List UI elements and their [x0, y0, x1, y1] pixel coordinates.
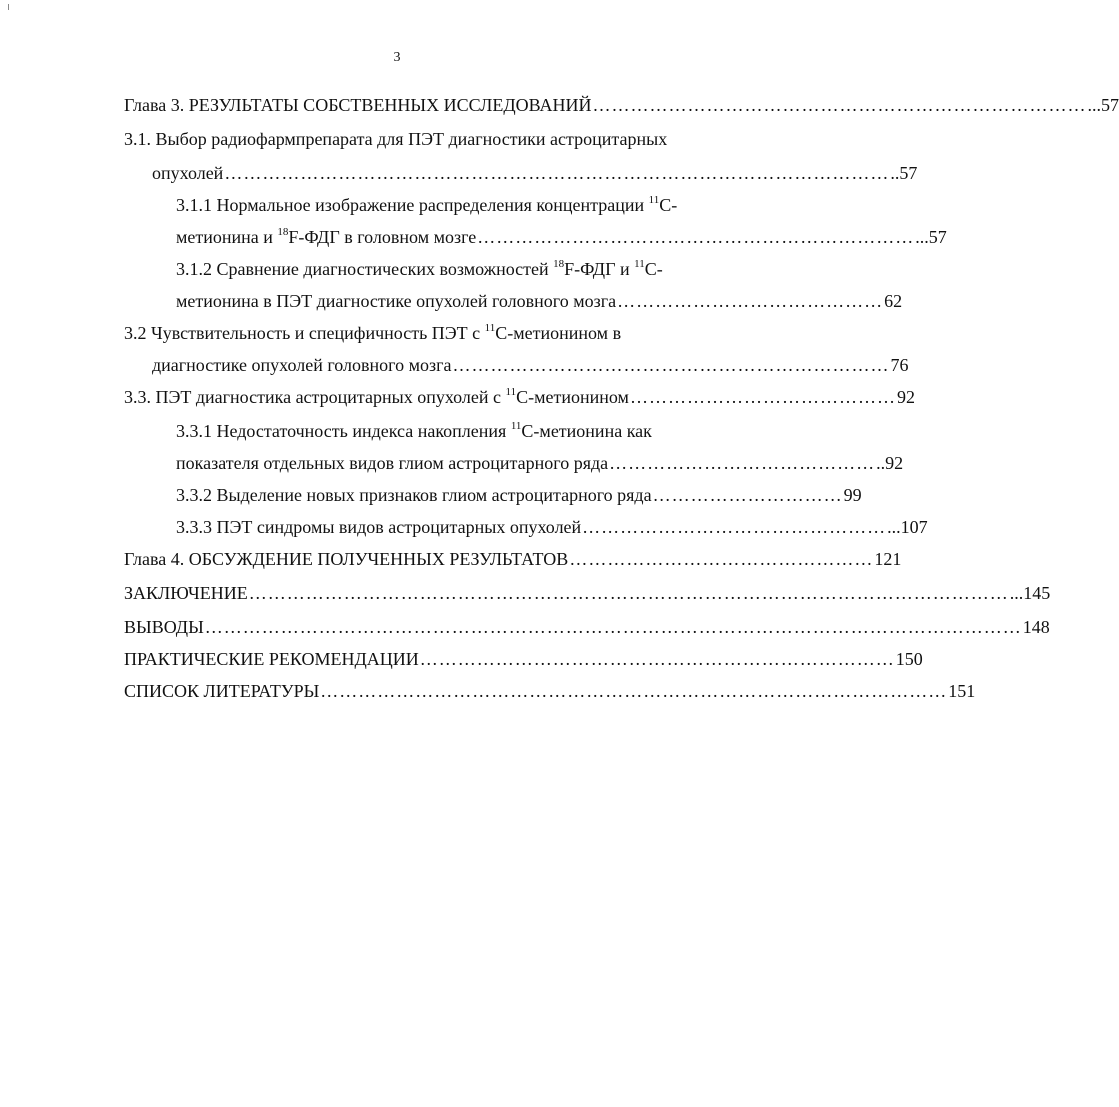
superscript: 11: [648, 194, 660, 206]
superscript: 11: [484, 322, 496, 334]
leader-dots: …………………………………………………………………: [419, 649, 895, 669]
superscript: 18: [553, 258, 565, 270]
toc-entry-title: ВЫВОДЫ: [124, 617, 204, 637]
leader-dots: …………………………: [652, 485, 843, 505]
toc-entry-chapter-3[interactable]: [124, 90, 1119, 120]
toc-entry-text: метионина и: [176, 227, 278, 247]
toc-entry-text: 3.3. ПЭТ диагностика астроцитарных опухолей с: [124, 387, 506, 407]
toc-entry-text: С-метионина как: [521, 421, 652, 441]
toc-entry-page: 150: [895, 649, 923, 669]
toc-entry-3-2-line2[interactable]: [152, 350, 909, 380]
leader-dots: …………………………………………………………………………………………………………: [248, 583, 1009, 603]
toc-entry-text: 3.2 Чувствительность и специфичность ПЭТ с: [124, 323, 485, 343]
toc-entry-findings[interactable]: [124, 612, 1050, 642]
toc-entry-3-3-2[interactable]: [176, 480, 862, 510]
toc-entry-page: ..92: [876, 453, 904, 473]
toc-entry-text: F-ФДГ в головном мозге: [288, 227, 477, 247]
toc-entry-text: 3.1.1 Нормальное изображение распределения концентрации: [176, 195, 649, 215]
toc-entry-3-1-2-line2[interactable]: [176, 286, 903, 316]
leader-dots: ……………………………………: [617, 291, 884, 311]
leader-dots: ……………………………………………………………: [477, 227, 915, 247]
toc-entry-page: ..57: [890, 163, 918, 183]
toc-entry-page: 151: [948, 681, 976, 701]
toc-entry-3-1-2-line1[interactable]: [176, 254, 663, 284]
leader-dots: …………………………………………………………………………………………………………………: [204, 617, 1022, 637]
toc-entry-3-3-3[interactable]: [176, 512, 928, 542]
toc-entry-3-3-1-line2[interactable]: [176, 448, 904, 478]
toc-entry-chapter-4[interactable]: [124, 544, 902, 574]
toc-entry-page: 148: [1022, 617, 1050, 637]
toc-entry-title: ЗАКЛЮЧЕНИЕ: [124, 583, 248, 603]
toc-entry-title: показателя отдельных видов глиом астроцитарного ряда: [176, 453, 609, 473]
toc-entry-3-1-1-line1[interactable]: [176, 190, 677, 220]
toc-entry-text: 3.3.1 Недостаточность индекса накопления: [176, 421, 511, 441]
superscript: 11: [505, 386, 517, 398]
leader-dots: ……………………………………: [629, 387, 896, 407]
scan-mark: [8, 4, 9, 10]
superscript: 11: [510, 420, 522, 432]
toc-entry-page: 92: [896, 387, 915, 407]
superscript: 18: [277, 226, 289, 238]
leader-dots: ……………………………………………………………………: [592, 95, 1087, 115]
toc-entry-3-3[interactable]: [124, 382, 915, 412]
toc-entry-title: ПРАКТИЧЕСКИЕ РЕКОМЕНДАЦИИ: [124, 649, 419, 669]
toc-entry-references[interactable]: [124, 676, 976, 706]
toc-entry-title: 3.1. Выбор радиофармпрепарата для ПЭТ диагностики астроцитарных: [124, 129, 668, 149]
toc-entry-page: ...57: [915, 227, 947, 247]
toc-entry-page: ...107: [887, 517, 928, 537]
toc-entry-text: С-: [659, 195, 678, 215]
toc-entry-text: С-метионином: [516, 387, 629, 407]
toc-entry-title: Глава 4. ОБСУЖДЕНИЕ ПОЛУЧЕННЫХ РЕЗУЛЬТАТОВ: [124, 549, 569, 569]
toc-entry-page: 121: [874, 549, 902, 569]
toc-entry-3-1-line1[interactable]: [124, 124, 667, 154]
toc-entry-page: 62: [884, 291, 903, 311]
toc-entry-text: F-ФДГ и: [564, 259, 635, 279]
toc-entry-3-3-1-line1[interactable]: [176, 416, 652, 446]
toc-entry-page: 99: [843, 485, 862, 505]
page-number: 3: [393, 50, 401, 65]
superscript: 11: [634, 258, 645, 270]
toc-entry-conclusion[interactable]: [124, 578, 1051, 608]
toc-entry-text: 3.1.2 Сравнение диагностических возможностей: [176, 259, 554, 279]
toc-entry-title: опухолей: [152, 163, 224, 183]
toc-entry-text: С-метионином в: [495, 323, 622, 343]
leader-dots: …………………………………………: [582, 517, 887, 537]
leader-dots: ………………………………………………………………………………………: [320, 681, 948, 701]
toc-entry-text: С-: [644, 259, 663, 279]
leader-dots: ……………………………………………………………: [452, 355, 890, 375]
leader-dots: ……………………………………………………………………………………………: [224, 163, 890, 183]
toc-entry-title: метионина в ПЭТ диагностике опухолей головного мозга: [176, 291, 617, 311]
toc-entry-page: ...145: [1009, 583, 1051, 603]
toc-entry-title: диагностике опухолей головного мозга: [152, 355, 452, 375]
toc-entry-page: 76: [890, 355, 909, 375]
toc-entry-3-1-1-line2[interactable]: [176, 222, 947, 252]
toc-entry-recommendations[interactable]: [124, 644, 923, 674]
toc-entry-title: 3.3.3 ПЭТ синдромы видов астроцитарных опухолей: [176, 517, 582, 537]
leader-dots: ……………………………………: [609, 453, 876, 473]
toc-entry-3-1-line2[interactable]: [152, 158, 918, 188]
toc-entry-title: Глава 3. РЕЗУЛЬТАТЫ СОБСТВЕННЫХ ИССЛЕДОВАНИЙ: [124, 95, 592, 115]
toc-entry-3-2-line1[interactable]: [124, 318, 621, 348]
toc-entry-title: 3.3.2 Выделение новых признаков глиом астроцитарного ряда: [176, 485, 652, 505]
toc-entry-title: СПИСОК ЛИТЕРАТУРЫ: [124, 681, 320, 701]
leader-dots: …………………………………………: [569, 549, 874, 569]
toc-entry-page: ...57: [1087, 95, 1119, 115]
